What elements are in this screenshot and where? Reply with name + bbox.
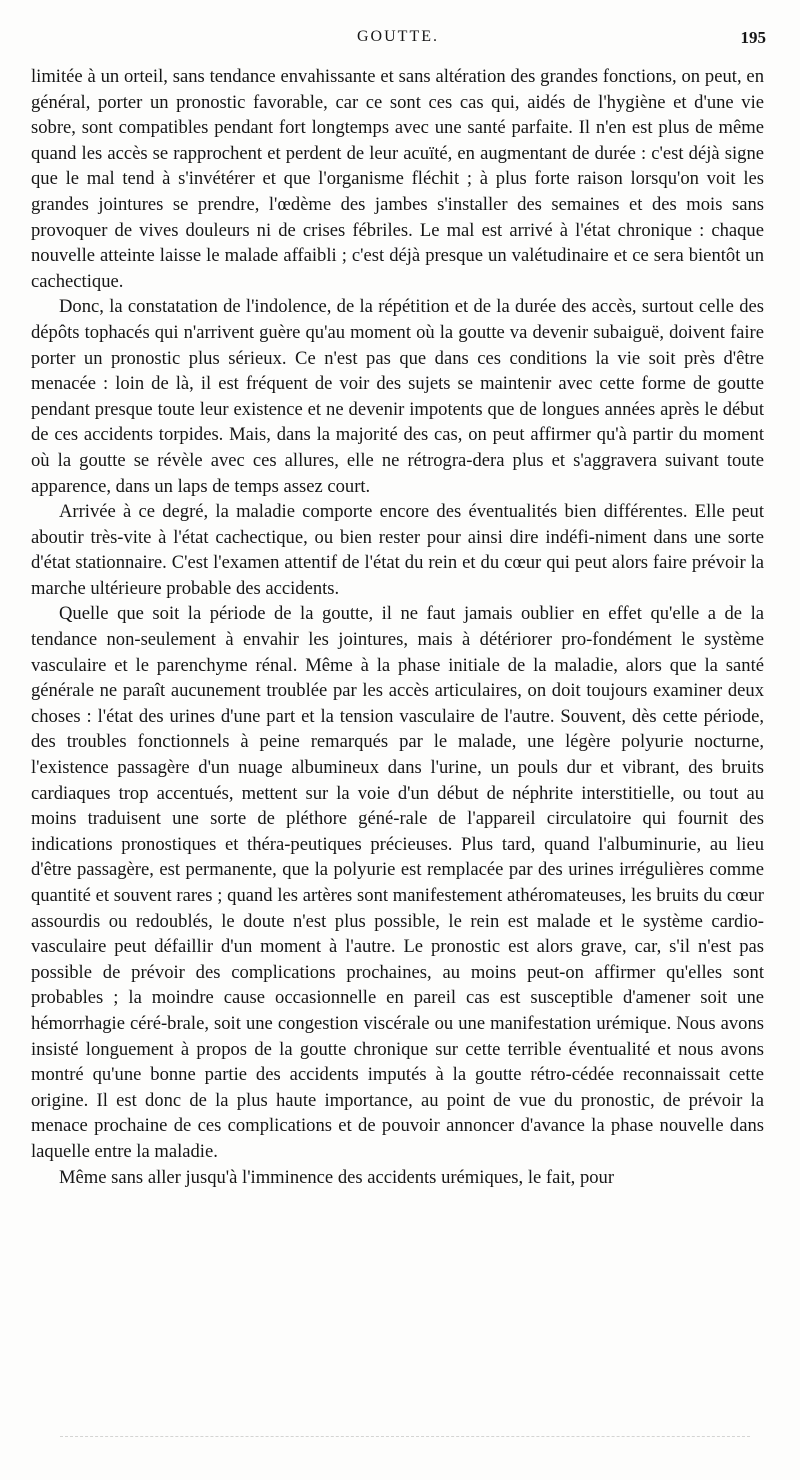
paragraph: Donc, la constatation de l'indolence, de la répétition et de la durée des accès, surtout celle des dépôts tophacés qui n'arrivent guère qu'au moment où la goutte va devenir subaiguë, doivent faire porter un pronostic plus sérieux. Ce n'est pas que dans ces conditions la vie soit près d'être menacée : loin de là, il est fréquent de voir des sujets se maintenir avec cette forme de goutte pendant presque toute leur existence et ne devenir impotents que de longues années après le début de ces accidents torpides. Mais, dans la majorité des cas, on peut affirmer qu'à partir du moment où la goutte se révèle avec ces allures, elle ne rétrogra-dera plus et s'aggravera suivant toute apparence, dans un laps de temps assez court. [31,296,764,497]
page-number: 195 [740,28,766,47]
running-title: GOUTTE. [357,28,439,45]
paragraph-continued: limitée à un orteil, sans tendance envahissante et sans altération des grandes fonctions, on peut, en général, porter un pronostic favorable, car ce sont ces cas qui, aidés de l'hygiène et d'une vie sobre, sont compatibles pendant fort longtemps avec une santé parfaite. Il n'en est plus de même quand les accès se rapprochent et perdent de leur acuïté, en augmentant de durée : c'est déjà signe que le mal tend à s'invétérer et que l'organisme fléchit ; à plus forte raison lorsqu'on voit les grandes jointures se prendre, l'œdème des jambes s'installer des semaines et des mois sans provoquer de vives douleurs ni de crises fébriles. Le mal est arrivé à l'état chronique : chaque nouvelle atteinte laisse le malade affaibli ; c'est déjà presque un valétudinaire et ce sera bientôt un cachectique. [31,66,764,292]
running-head [30,28,766,52]
paragraph: Arrivée à ce degré, la maladie comporte encore des éventualités bien différentes. Elle peut aboutir très-vite à l'état cachectique, ou bien rester pour ainsi dire indéfi-niment dans une sorte d'état stationnaire. C'est l'examen attentif de l'état du rein et du cœur qui peut alors faire prévoir la marche ultérieure probable des accidents. [31,501,764,599]
paragraph: Quelle que soit la période de la goutte, il ne faut jamais oublier en effet qu'elle a de la tendance non-seulement à envahir les jointures, mais à détériorer pro-fondément le système vasculaire et le parenchyme rénal. Même à la phase initiale de la maladie, alors que la santé générale ne paraît aucunement troublée par les accès articulaires, on doit toujours examiner deux choses : l'état des urines d'une part et la tension vasculaire de l'autre. Souvent, dès cette période, des troubles fonctionnels à peine remarqués par le malade, une légère polyurie nocturne, l'existence passagère d'un nuage albumineux dans l'urine, un pouls dur et vibrant, des bruits cardiaques trop accentués, mettent sur la voie d'un début de néphrite interstitielle, ou tout au moins traduisent une sorte de pléthore géné-rale de l'appareil circulatoire qui fournit des indications pronostiques et théra-peutiques précieuses. Plus tard, quand l'albuminurie, au lieu d'être passagère, est permanente, que la polyurie est remplacée par des urines irrégulières comme quantité et souvent rares ; quand les artères sont manifestement athéromateuses, les bruits du cœur assourdis ou redoublés, le doute n'est plus possible, le rein est malade et le système cardio-vasculaire peut défaillir d'un moment à l'autre. Le pronostic est alors grave, car, s'il n'est pas possible de prévoir des complications prochaines, au moins peut-on affirmer qu'elles sont probables ; la moindre cause occasionnelle en pareil cas est susceptible d'amener soit une hémorrhagie céré-brale, soit une congestion viscérale ou une manifestation urémique. Nous avons insisté longuement à propos de la goutte chronique sur cette terrible éventualité et nous avons montré qu'une bonne partie des accidents imputés à la goutte rétro-cédée reconnaissait cette origine. Il est donc de la plus haute importance, au point de vue du pronostic, de prévoir la menace prochaine de ces complications et de pouvoir annoncer d'avance la phase nouvelle dans laquelle entre la maladie. [31,603,764,1162]
body-text [31,64,764,1190]
paragraph-last: Même sans aller jusqu'à l'imminence des accidents urémiques, le fait, pour [59,1166,615,1188]
scan-artifact-line [60,1436,750,1447]
